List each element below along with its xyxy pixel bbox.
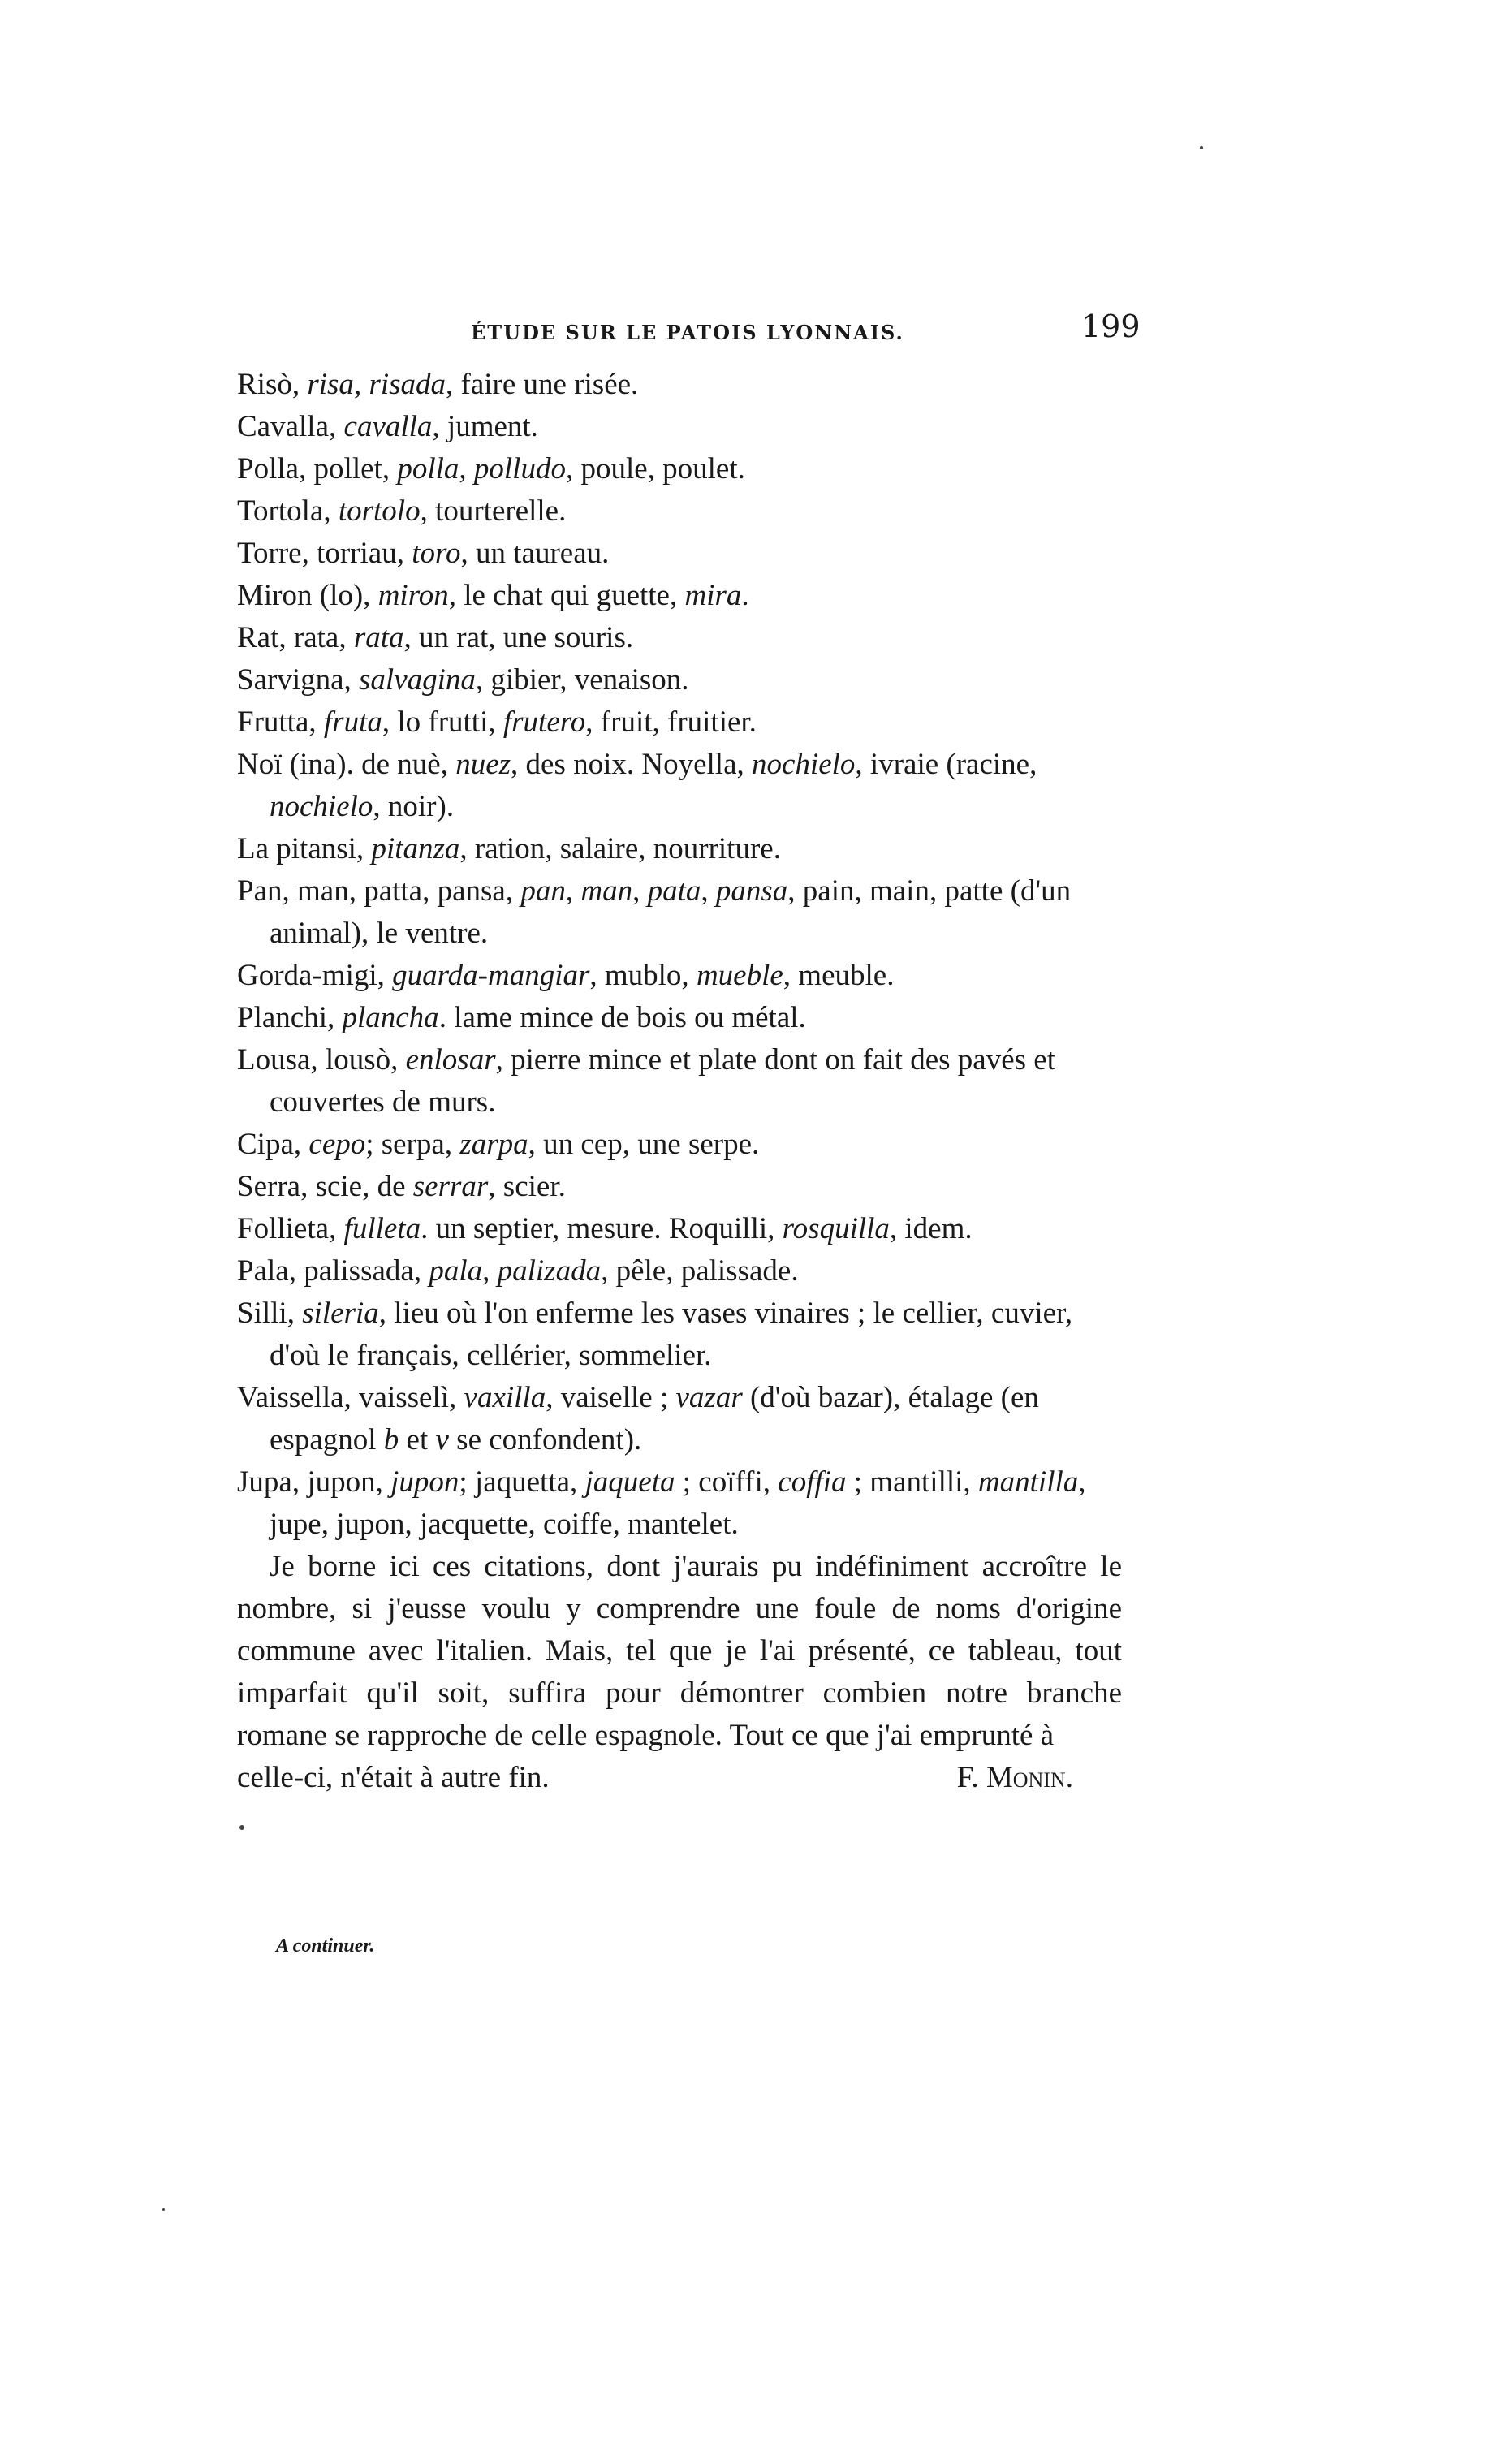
glossary-entry: Miron (lo), miron, le chat qui guette, mira. (237, 579, 749, 612)
glossary-entry: Tortola, tortolo, tourterelle. (237, 494, 567, 528)
cognate-term: pan (520, 874, 566, 908)
body-text (237, 364, 1122, 1799)
cognate-term: nochielo (270, 790, 373, 823)
glossary-entry: Follieta, fulleta. un septier, mesure. Roquilli, rosquilla, idem. (237, 1212, 973, 1245)
cognate-term: pitanza (371, 832, 460, 865)
glossary-entry: Risò, risa, risada, faire une risée. (237, 368, 639, 401)
glossary-entry: Gorda-migi, guarda-mangiar, mublo, mueble, meuble. (237, 959, 895, 992)
cognate-term: jupon (390, 1465, 459, 1499)
glossary-entry: Planchi, plancha. lame mince de bois ou métal. (237, 1001, 806, 1034)
cognate-term: b (383, 1423, 399, 1456)
continue-note: A continuer. (276, 1935, 375, 1957)
cognate-term: fruta (323, 706, 382, 739)
cognate-term: salvagina (359, 663, 476, 697)
running-title: ÉTUDE SUR LE PATOIS LYONNAIS. (471, 321, 904, 344)
glossary-entry: Cipa, cepo; serpa, zarpa, un cep, une serpe. (237, 1128, 760, 1161)
cognate-term: jaqueta (584, 1465, 675, 1499)
paper-speck (1200, 146, 1203, 149)
cognate-term: toro (412, 537, 461, 570)
cognate-term: polla (397, 452, 459, 485)
cognate-term: vazar (675, 1381, 743, 1414)
cognate-term: nochielo (752, 748, 856, 781)
cognate-term: rata (353, 621, 404, 654)
glossary-entry: Torre, torriau, toro, un taureau. (237, 537, 610, 570)
closing-paragraph: Je borne ici ces citations, dont j'aurais pu indéfiniment accroître le nombre, si j'eusse voulu y comprendre une foule de noms d'origine commune avec l'italien. Mais, tel que je l'ai présenté, ce tableau, tout imparfait qu'il soit, suffira pour démontrer combien notre branche romane se rapproche de celle espagnole. Tout ce que j'ai emprunté à (237, 1550, 1122, 1752)
author-signature: F. Monin. (956, 1761, 1073, 1794)
signature-line (237, 1757, 1122, 1799)
cognate-term: coffia (778, 1465, 847, 1499)
cognate-term: fulleta (343, 1212, 421, 1245)
cognate-term: cavalla (343, 410, 433, 443)
glossary-entry: Serra, scie, de serrar, scier. (237, 1170, 566, 1203)
glossary-entry: Lousa, lousò, enlosar, pierre mince et plate dont on fait des pavés et couvertes de murs. (237, 1043, 1055, 1119)
glossary-entry: Frutta, fruta, lo frutti, frutero, fruit, fruitier. (237, 706, 757, 739)
glossary-entry: Polla, pollet, polla, polludo, poule, poulet. (237, 452, 745, 485)
cognate-term: pata (647, 874, 701, 908)
cognate-term: mantilla (977, 1465, 1079, 1499)
cognate-term: frutero (502, 706, 586, 739)
glossary-entry: Sarvigna, salvagina, gibier, venaison. (237, 663, 689, 697)
cognate-term: cepo (308, 1128, 366, 1161)
cognate-term: mira (684, 579, 742, 612)
cognate-term: nuez (455, 748, 511, 781)
cognate-term: palizada (497, 1254, 602, 1288)
page-number: 199 (1081, 309, 1141, 344)
cognate-term: rosquilla (782, 1212, 890, 1245)
cognate-term: zarpa (459, 1128, 528, 1161)
cognate-term: guarda-mangiar (392, 959, 590, 992)
cognate-term: vaxilla (464, 1381, 546, 1414)
glossary-entry: Cavalla, cavalla, jument. (237, 410, 538, 443)
closing-last-line: celle-ci, n'était à autre fin. (237, 1761, 550, 1794)
cognate-term: sileria (302, 1297, 379, 1330)
cognate-term: mueble (696, 959, 783, 992)
cognate-term: risa (307, 368, 354, 401)
glossary-entries (237, 364, 1122, 1546)
glossary-entry: Jupa, jupon, jupon; jaquetta, jaqueta ; coïffi, coffia ; mantilli, mantilla, jupe, jupon, jacquette, coiffe, mantelet. (237, 1465, 1086, 1541)
glossary-entry: Pan, man, patta, pansa, pan, man, pata, pansa, pain, main, patte (d'un animal), le ventre. (237, 874, 1072, 950)
glossary-entry: Vaissella, vaisselì, vaxilla, vaiselle ; vazar (d'où bazar), étalage (en espagnol b et v se confondent). (237, 1381, 1039, 1456)
glossary-entry: La pitansi, pitanza, ration, salaire, nourriture. (237, 832, 781, 865)
cognate-term: risada (369, 368, 446, 401)
cognate-term: enlosar (405, 1043, 496, 1077)
cognate-term: serrar (412, 1170, 489, 1203)
cognate-term: man (580, 874, 633, 908)
cognate-term: pansa (715, 874, 788, 908)
paper-speck (239, 1825, 244, 1830)
glossary-entry: Rat, rata, rata, un rat, une souris. (237, 621, 634, 654)
paper-speck (162, 2208, 165, 2211)
cognate-term: plancha (342, 1001, 439, 1034)
cognate-term: miron (377, 579, 449, 612)
glossary-entry: Pala, palissada, pala, palizada, pêle, palissade. (237, 1254, 799, 1288)
glossary-entry: Noï (ina). de nuè, nuez, des noix. Noyella, nochielo, ivraie (racine, nochielo, noir). (237, 748, 1037, 823)
cognate-term: polludo (473, 452, 566, 485)
cognate-term: pala (429, 1254, 483, 1288)
glossary-entry: Silli, sileria, lieu où l'on enferme les vases vinaires ; le cellier, cuvier, d'où le français, cellérier, sommelier. (237, 1297, 1073, 1372)
cognate-term: tortolo (338, 494, 421, 528)
cognate-term: v (435, 1423, 449, 1456)
